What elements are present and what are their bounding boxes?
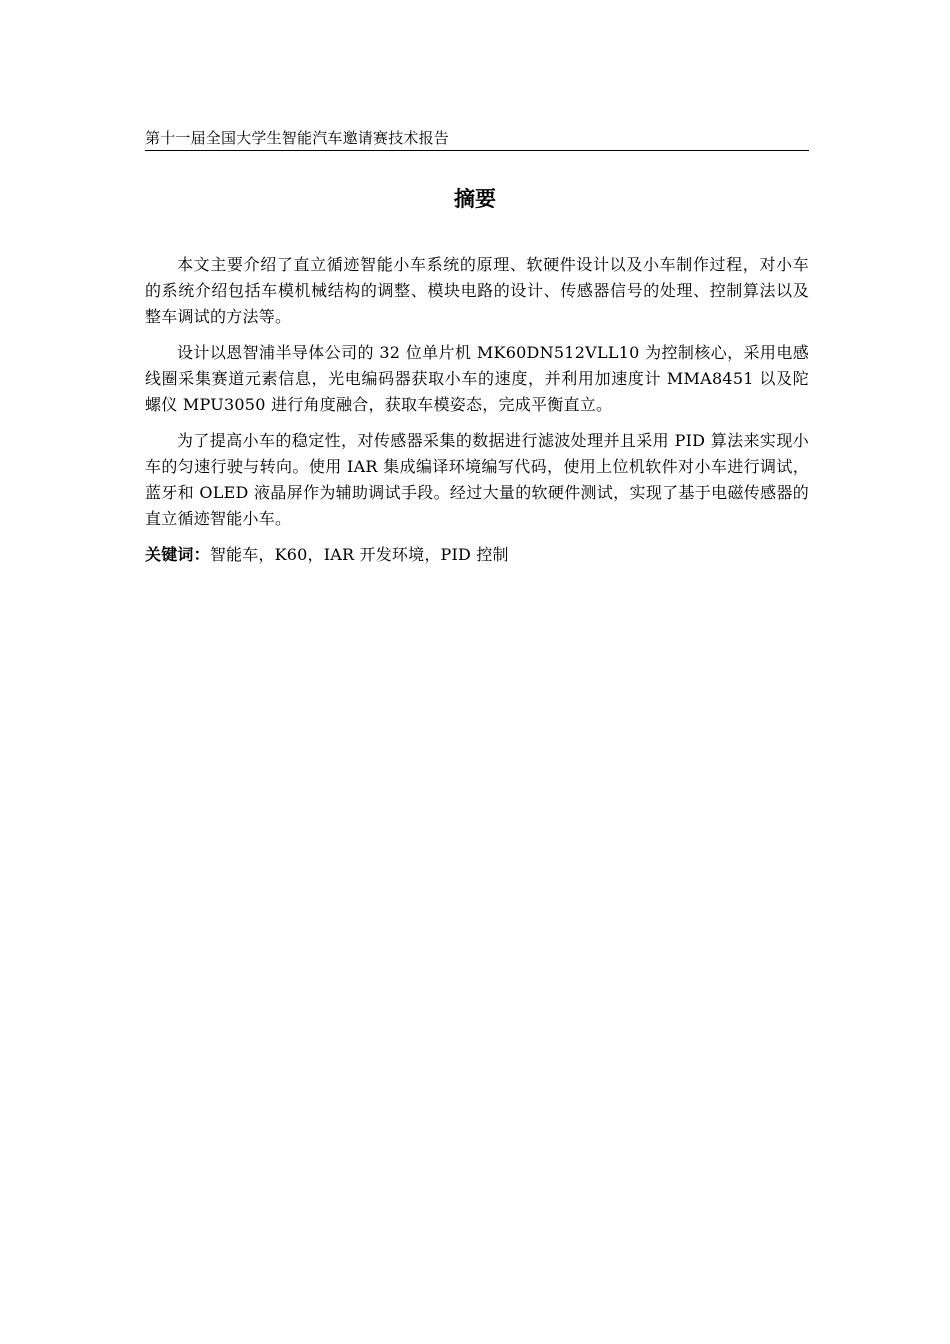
abstract-title: 摘要 [454,187,496,211]
running-header-title: 第十一届全国大学生智能汽车邀请赛技术报告 [145,129,450,147]
keywords-label: 关键词： [145,545,210,564]
keywords-value: 智能车，K60，IAR 开发环境，PID 控制 [209,545,509,564]
abstract-paragraph-1: 本文主要介绍了直立循迹智能小车系统的原理、软硬件设计以及小车制作过程，对小车的系统介绍包括车模机械结构的调整、模块电路的设计、传感器信号的处理、控制算法以及整车调试的方法等。 [145,255,809,326]
abstract-body [145,252,809,568]
running-header [145,128,809,151]
abstract-paragraph-3: 为了提高小车的稳定性，对传感器采集的数据进行滤波处理并且采用 PID 算法来实现小车的匀速行驶与转向。使用 IAR 集成编译环境编写代码，使用上位机软件对小车进行调试，蓝牙和 OLED 液晶屏作为辅助调试手段。经过大量的软硬件测试，实现了基于电磁传感器的直立循迹智能小车。 [145,431,809,528]
abstract-paragraph-2: 设计以恩智浦半导体公司的 32 位单片机 MK60DN512VLL10 为控制核心，采用电感线圈采集赛道元素信息，光电编码器获取小车的速度，并利用加速度计 MMA8451 以及陀螺仪 MPU3050 进行角度融合，获取车模姿态，完成平衡直立。 [145,343,809,414]
keywords-line [145,542,809,568]
